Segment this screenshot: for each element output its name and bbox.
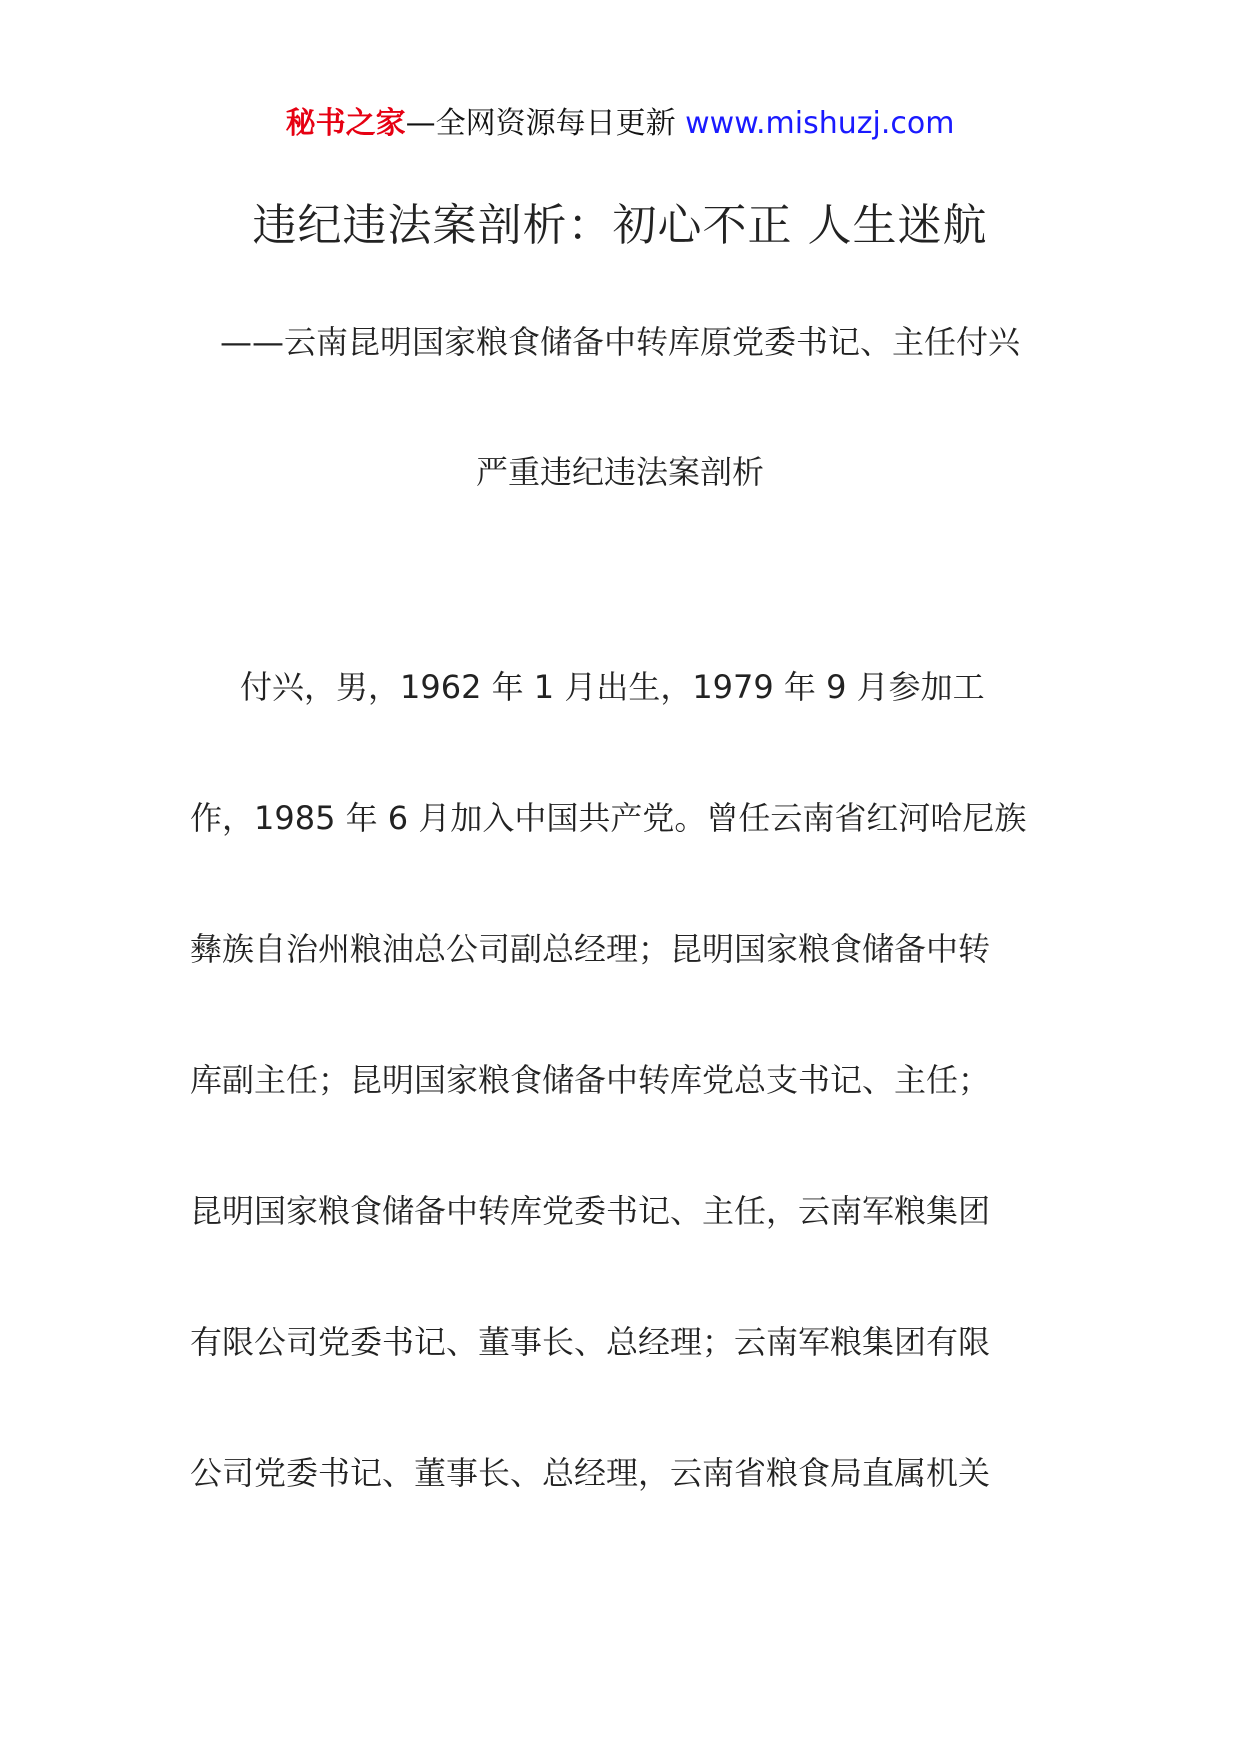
document-title: 违纪违法案剖析：初心不正 人生迷航 [252,200,988,251]
body-text-line: 付兴，男，1962 年 1 月出生，1979 年 9 月参加工 [240,668,985,706]
site-brand: 秘书之家 [285,106,406,141]
document-subtitle-line-1: ——云南昆明国家粮食储备中转库原党委书记、主任付兴 [219,323,1020,361]
document-subtitle-line-2: 严重违纪违法案剖析 [475,453,764,491]
body-text-line: 彝族自治州粮油总公司副总经理；昆明国家粮食储备中转 [190,930,991,968]
body-text-line: 昆明国家粮食储备中转库党委书记、主任，云南军粮集团 [190,1192,991,1230]
body-text-line: 有限公司党委书记、董事长、总经理；云南军粮集团有限 [190,1323,991,1361]
site-header [0,102,1240,146]
body-text-line: 公司党委书记、董事长、总经理，云南省粮食局直属机关 [190,1454,991,1492]
body-text-line: 作，1985 年 6 月加入中国共产党。曾任云南省红河哈尼族 [190,799,1027,837]
body-text-line: 库副主任；昆明国家粮食储备中转库党总支书记、主任； [190,1061,991,1099]
site-url-link[interactable]: www.mishuzj.com [685,106,955,141]
site-slogan: —全网资源每日更新 [405,106,686,141]
